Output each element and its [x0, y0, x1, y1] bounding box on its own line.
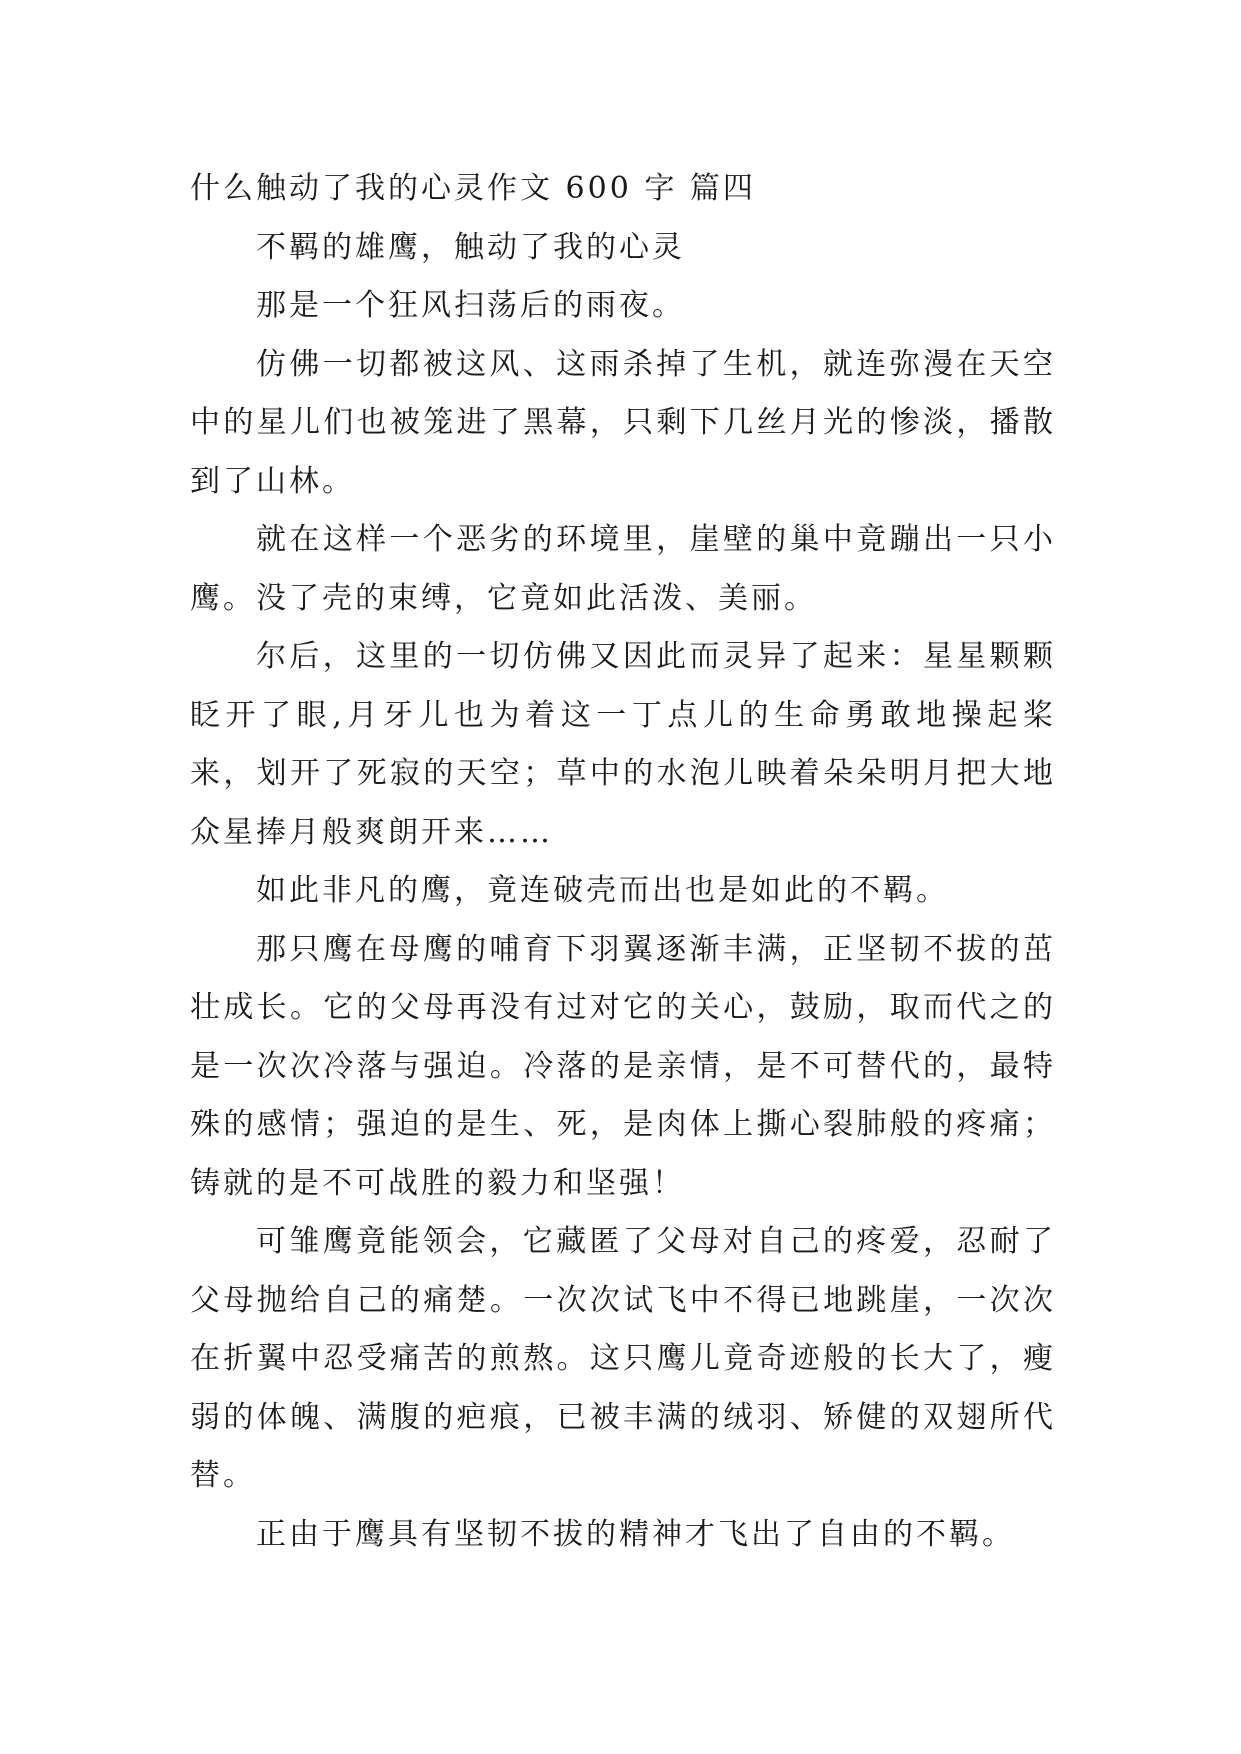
- paragraph: 正由于鹰具有坚韧不拔的精神才飞出了自由的不羁。: [256, 1516, 1015, 1552]
- paragraph: 那是一个狂风扫荡后的雨夜。: [256, 288, 685, 323]
- paragraph-subtitle: 不羁的雄鹰，触动了我的心灵: [256, 229, 685, 265]
- paragraph: 尔后，这里的一切仿佛又因此而灵异了起来：星星颗颗眨开了眼,月牙儿也为着这一丁点儿的生命勇敢地操起桨来，划开了死寂的天空；草中的水泡儿映着朵朵明月把大地众星捧月般爽朗开来……: [190, 639, 1056, 850]
- document-body: [190, 160, 1056, 1564]
- paragraph: 如此非凡的鹰，竟连破壳而出也是如此的不羁。: [256, 873, 949, 908]
- paragraph: 就在这样一个恶劣的环境里，崖壁的巢中竟蹦出一只小鹰。没了壳的束缚，它竟如此活泼、美丽。: [190, 522, 1056, 616]
- paragraph: 仿佛一切都被这风、这雨杀掉了生机，就连弥漫在天空中的星儿们也被笼进了黑幕，只剩下几丝月光的惨淡，播散到了山林。: [190, 346, 1056, 499]
- paragraph: 那只鹰在母鹰的哺育下羽翼逐渐丰满，正坚韧不拔的茁壮成长。它的父母再没有过对它的关心，鼓励，取而代之的是一次次冷落与强迫。冷落的是亲情，是不可替代的，最特殊的感情；强迫的是生、死，是肉体上撕心裂肺般的疼痛；铸就的是不可战胜的毅力和坚强！: [190, 931, 1056, 1201]
- paragraph: 可雏鹰竟能领会，它藏匿了父母对自己的疼爱，忍耐了父母抛给自己的痛楚。一次次试飞中不得已地跳崖，一次次在折翼中忍受痛苦的煎熬。这只鹰儿竟奇迹般的长大了，瘦弱的体魄、满腹的疤痕，已被丰满的绒羽、矫健的双翅所代替。: [190, 1224, 1056, 1493]
- document-title: 什么触动了我的心灵作文 600 字 篇四: [190, 171, 756, 206]
